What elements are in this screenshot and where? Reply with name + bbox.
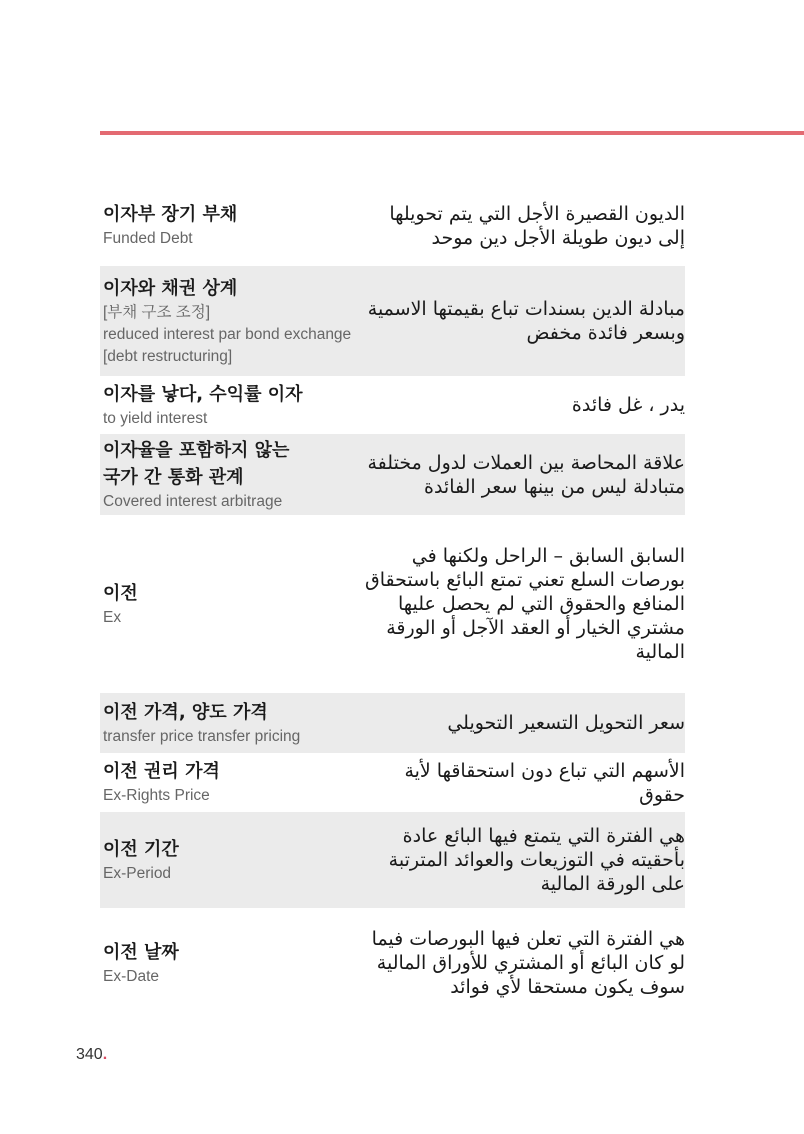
page-number-dot: .	[102, 1046, 108, 1063]
glossary-row	[100, 376, 685, 434]
glossary-row	[100, 515, 685, 693]
term-cell	[100, 437, 358, 513]
term-note: [부채 구조 조정]	[103, 303, 211, 321]
korean-term: 이자부 장기 부채	[103, 204, 238, 225]
english-term: to yield interest	[103, 409, 208, 427]
arabic-definition: مبادلة الدين بسندات تباع بقيمتها الاسمية وبسعر فائدة مخفض	[367, 298, 685, 344]
english-term: Ex	[103, 608, 122, 626]
arabic-definition: علاقة المحاصة بين العملات لدول مختلفة متبادلة ليس من بينها سعر الفائدة	[367, 451, 685, 498]
term-cell	[100, 275, 358, 368]
english-term: Ex-Period	[103, 864, 172, 882]
arabic-definition: الديون القصيرة الأجل التي يتم تحويلها إلى ديون طويلة الأجل دين موحد	[389, 202, 685, 249]
english-term: Ex-Date	[103, 967, 159, 985]
english-term: Ex-Rights Price	[103, 787, 210, 804]
arabic-definition: هي الفترة التي تعلن فيها البورصات فيما لو كان البائع أو المشتري للأوراق المالية سوف يكون مستحقا لأي فوائد	[371, 928, 685, 998]
english-term: reduced interest par bond exchange [debt restructuring]	[103, 325, 352, 365]
glossary-row	[100, 266, 685, 376]
glossary-row	[100, 908, 685, 1018]
arabic-definition: سعر التحويل التسعير التحويلي	[447, 712, 685, 734]
glossary-row	[100, 693, 685, 753]
glossary-row	[100, 185, 685, 266]
english-term: transfer price transfer pricing	[103, 727, 301, 745]
korean-term: 이전 권리 가격	[103, 761, 220, 782]
glossary-row	[100, 753, 685, 812]
english-term: Funded Debt	[103, 230, 193, 247]
arabic-definition: هي الفترة التي يتمتع فيها البائع عادة بأحقيته في التوزيعات والعوائد المترتبة على الورقة المالية	[388, 825, 685, 895]
arabic-definition: السابق السابق – الراحل ولكنها في بورصات السلع تعني تمتع البائع باستحقاق المنافع والحقوق التي لم يحصل عليها مشتري الخيار أو العقد الآجل أو الورقة المالية	[365, 545, 685, 663]
korean-term: 이전 가격, 양도 가격	[103, 701, 268, 723]
glossary-row	[100, 812, 685, 908]
glossary-row	[100, 434, 685, 515]
arabic-definition: الأسهم التي تباع دون استحقاقها لأية حقوق	[404, 759, 685, 806]
page-number	[76, 1046, 107, 1064]
term-cell	[100, 836, 358, 885]
term-cell	[100, 580, 358, 629]
term-cell	[100, 758, 358, 807]
korean-term: 이전 날짜	[103, 941, 179, 963]
term-cell	[100, 939, 358, 988]
korean-term: 이자율을 포함하지 않는 국가 간 통화 관계	[103, 439, 290, 488]
term-cell	[100, 201, 358, 250]
korean-term: 이자와 채권 상계	[103, 277, 238, 299]
english-term: Covered interest arbitrage	[103, 492, 283, 510]
term-cell	[100, 381, 358, 430]
korean-term: 이전	[103, 582, 138, 604]
glossary-table	[100, 185, 685, 1018]
term-cell	[100, 699, 358, 748]
korean-term: 이자를 낳다, 수익률 이자	[103, 383, 303, 405]
page-number-value: 340	[76, 1046, 103, 1063]
arabic-definition: يدر ، غل فائدة	[571, 394, 685, 416]
top-accent-rule	[100, 131, 804, 135]
korean-term: 이전 기간	[103, 838, 179, 860]
